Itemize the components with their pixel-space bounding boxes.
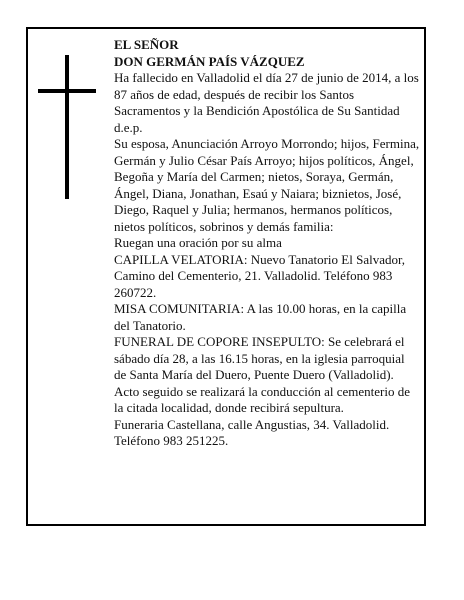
funeral-home-info: Funeraria Castellana, calle Angustias, 34. Valladolid. Teléfono 983 251225. bbox=[114, 416, 390, 448]
prayer-request: Ruegan una oración por su alma bbox=[114, 235, 282, 250]
obituary-text bbox=[114, 37, 420, 450]
cross-horizontal-bar bbox=[38, 89, 96, 93]
death-announcement: Ha fallecido en Valladolid el día 27 de junio de 2014, a los 87 años de edad, después de recibir los Santos Sacramentos y la Bendición Apostólica de Su Santidad d.e.p. bbox=[114, 70, 419, 135]
chapel-info: CAPILLA VELATORIA: Nuevo Tanatorio El Salvador, Camino del Cementerio, 21. Valladolid. Teléfono 983 260722. bbox=[114, 251, 406, 300]
mass-info: MISA COMUNITARIA: A las 10.00 horas, en la capilla del Tanatorio. bbox=[114, 301, 407, 333]
cross-vertical-bar bbox=[65, 55, 69, 199]
deceased-name: DON GERMÁN PAÍS VÁZQUEZ bbox=[114, 53, 305, 69]
family-list: Su esposa, Anunciación Arroyo Morrondo; hijos, Fermina, Germán y Julio César País Arroyo; hijos políticos, Ángel, Begoña y María del Carmen; nietos, Soraya, Germán, Ángel, Diana, Jonathan, Esaú y Naiara; biznietos, José, Diego, Raquel y Julia; hermanos, hermanos políticos, nietos políticos, sobrinos y demás familia: bbox=[114, 136, 420, 234]
title-line-1: EL SEÑOR bbox=[114, 37, 179, 52]
latin-cross-icon bbox=[38, 55, 96, 199]
funeral-info: FUNERAL DE COPORE INSEPULTO: Se celebrará el sábado día 28, a las 16.15 horas, en la iglesia parroquial de Santa María del Duero, Puente Duero (Valladolid). Acto seguido se realizará la conducción al cementerio de la citada localidad, donde recibirá sepultura. bbox=[114, 334, 410, 415]
